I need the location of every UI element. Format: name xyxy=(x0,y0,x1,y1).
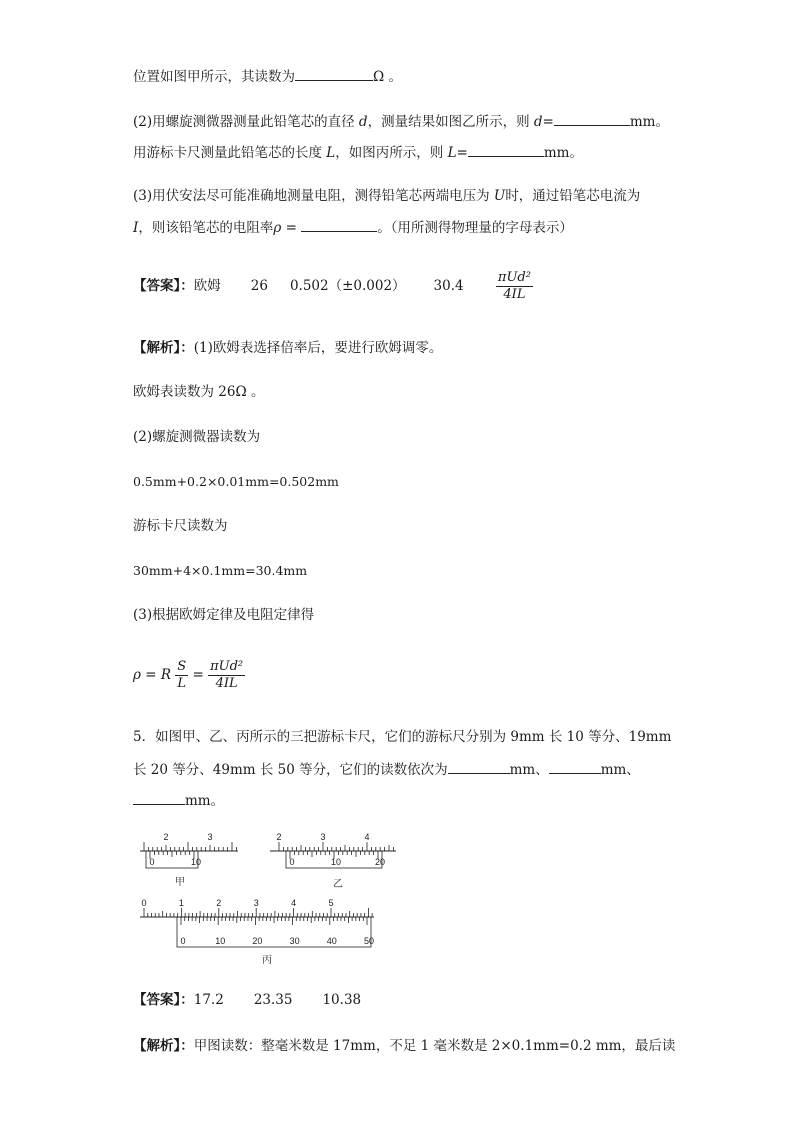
main-scale-label: 2 xyxy=(276,832,282,842)
answer-item: 欧姆 xyxy=(193,278,221,294)
answer-blank xyxy=(554,111,630,126)
answer-fraction xyxy=(496,270,533,303)
vernier-scale-label: 40 xyxy=(326,936,337,946)
main-scale-label: 4 xyxy=(291,898,297,908)
answer-blank xyxy=(301,217,377,232)
paragraph-resistivity-2 xyxy=(133,217,573,238)
answer-tag: 【答案】： xyxy=(133,992,194,1008)
unit-text: mm。 xyxy=(185,793,225,809)
analysis-tag: 【解析】： xyxy=(133,1038,194,1054)
unit-text: mm、 xyxy=(509,762,549,778)
analysis-formula: 0.5mm+0.2×0.01mm=0.502mm xyxy=(133,474,339,489)
main-scale-label: 5 xyxy=(328,898,334,908)
answer-item: 17.2 xyxy=(193,992,224,1008)
answer-blank xyxy=(295,66,373,81)
unit-text: mm。 xyxy=(629,114,669,130)
fraction-numerator: πUd² xyxy=(210,659,244,674)
fraction-denominator: 4IL xyxy=(215,676,238,691)
var-d: d xyxy=(533,114,543,130)
vernier-scale-label: 20 xyxy=(252,936,263,946)
analysis-formula: 30mm+4×0.1mm=30.4mm xyxy=(133,563,308,578)
analysis-tag: 【解析】： xyxy=(133,340,194,356)
vernier-scale-label: 50 xyxy=(363,936,375,946)
vernier-scale-label: 10 xyxy=(215,936,226,946)
var-L: L xyxy=(447,145,457,161)
paragraph-micrometer xyxy=(133,111,669,132)
text: 。（用所测得物理量的字母表示） xyxy=(377,220,573,236)
resistivity-formula xyxy=(133,655,245,695)
main-scale-label: 3 xyxy=(207,832,213,842)
answer-block-2 xyxy=(133,990,361,1010)
vernier-scale-label: 0 xyxy=(149,857,155,867)
answer-item: 10.38 xyxy=(322,992,362,1008)
main-scale-label: 3 xyxy=(320,832,326,842)
vernier-scale-label: 0 xyxy=(180,936,186,946)
text: = xyxy=(456,145,468,161)
analysis-line: 游标卡尺读数为 xyxy=(133,518,228,534)
analysis-line: (3)根据欧姆定律及电阻定律得 xyxy=(133,607,315,623)
analysis-line: (2)螺旋测微器读数为 xyxy=(133,429,261,445)
fraction-denominator: L xyxy=(177,676,187,691)
answer-blank xyxy=(468,142,544,157)
paragraph-resistivity xyxy=(133,186,640,206)
vernier-scale-label: 0 xyxy=(289,857,295,867)
vernier-caliper-figures xyxy=(0,825,794,975)
figure-caption: 乙 xyxy=(333,879,343,890)
question-5-line-3 xyxy=(133,790,224,811)
main-scale-label: 4 xyxy=(364,832,370,842)
answer-item: 30.4 xyxy=(433,278,464,294)
formula-equals: = xyxy=(192,667,204,683)
main-scale-label: 1 xyxy=(178,898,184,908)
vernier-scale-label: 20 xyxy=(374,857,386,867)
main-scale-label: 0 xyxy=(141,898,147,908)
fraction-denominator: 4IL xyxy=(503,287,526,302)
vernier-scale-label: 10 xyxy=(190,857,202,867)
text: = xyxy=(542,114,554,130)
text: = xyxy=(281,220,302,236)
text: ，如图丙所示，则 xyxy=(335,145,448,161)
answer-item: 23.35 xyxy=(253,992,293,1008)
answer-blank xyxy=(133,790,185,805)
vernier-scale-label: 30 xyxy=(289,936,300,946)
main-scale-label: 2 xyxy=(216,898,222,908)
text: (3)用伏安法尽可能准确地测量电阻，测得铅笔芯两端电压为 xyxy=(133,188,494,204)
question-5-line-2 xyxy=(133,759,640,780)
text: ，测量结果如图乙所示，则 xyxy=(367,114,534,130)
figure-caption: 丙 xyxy=(262,955,272,966)
main-scale-label: 2 xyxy=(163,832,169,842)
var-L: L xyxy=(326,145,336,161)
figure-caption: 甲 xyxy=(175,877,185,888)
text: 甲图读数：整毫米数是 17mm，不足 1 毫米数是 2×0.1mm=0.2 mm，最后读 xyxy=(193,1038,676,1054)
var-d: d xyxy=(358,114,368,130)
text: 长 20 等分、49mm 长 50 等分，它们的读数依次为 xyxy=(133,762,448,778)
paragraph-reading xyxy=(133,66,402,87)
fraction-numerator: S xyxy=(177,659,187,674)
answer-item: 26 xyxy=(250,278,268,294)
var-I: I xyxy=(133,220,139,236)
text: 用游标卡尺测量此铅笔芯的长度 xyxy=(133,145,327,161)
analysis-line xyxy=(133,338,442,358)
main-scale-label: 3 xyxy=(253,898,259,908)
unit-text: mm。 xyxy=(543,145,583,161)
fraction-s-over-l xyxy=(175,659,188,692)
answer-item: 0.502（±0.002） xyxy=(289,278,406,294)
answer-tag: 【答案】： xyxy=(133,278,194,294)
analysis-2-line xyxy=(133,1036,675,1056)
fraction-numerator: πUd² xyxy=(497,270,531,285)
question-5-line-1: 5．如图甲、乙、丙所示的三把游标卡尺，它们的游标尺分别为 9mm 长 10 等分、19mm xyxy=(133,729,672,745)
var-rho: ρ xyxy=(273,220,282,236)
paragraph-caliper xyxy=(133,142,583,163)
unit-text: mm、 xyxy=(600,762,640,778)
text: 时，通过铅笔芯电流为 xyxy=(505,188,641,204)
answer-block-1 xyxy=(133,268,533,304)
unit-text: Ω 。 xyxy=(373,69,402,85)
formula-lhs: ρ = R xyxy=(133,667,171,683)
answer-blank xyxy=(448,759,510,774)
vernier-scale-label: 10 xyxy=(330,857,342,867)
fraction-resistivity xyxy=(208,659,245,692)
analysis-line: 欧姆表读数为 26Ω 。 xyxy=(133,384,265,400)
text: 位置如图甲所示，其读数为 xyxy=(133,69,295,85)
var-U: U xyxy=(493,188,506,204)
text: (2)用螺旋测微器测量此铅笔芯的直径 xyxy=(133,114,359,130)
text: (1)欧姆表选择倍率后，要进行欧姆调零。 xyxy=(193,340,443,356)
answer-blank xyxy=(549,759,601,774)
text: ，则该铅笔芯的电阻率 xyxy=(138,220,274,236)
